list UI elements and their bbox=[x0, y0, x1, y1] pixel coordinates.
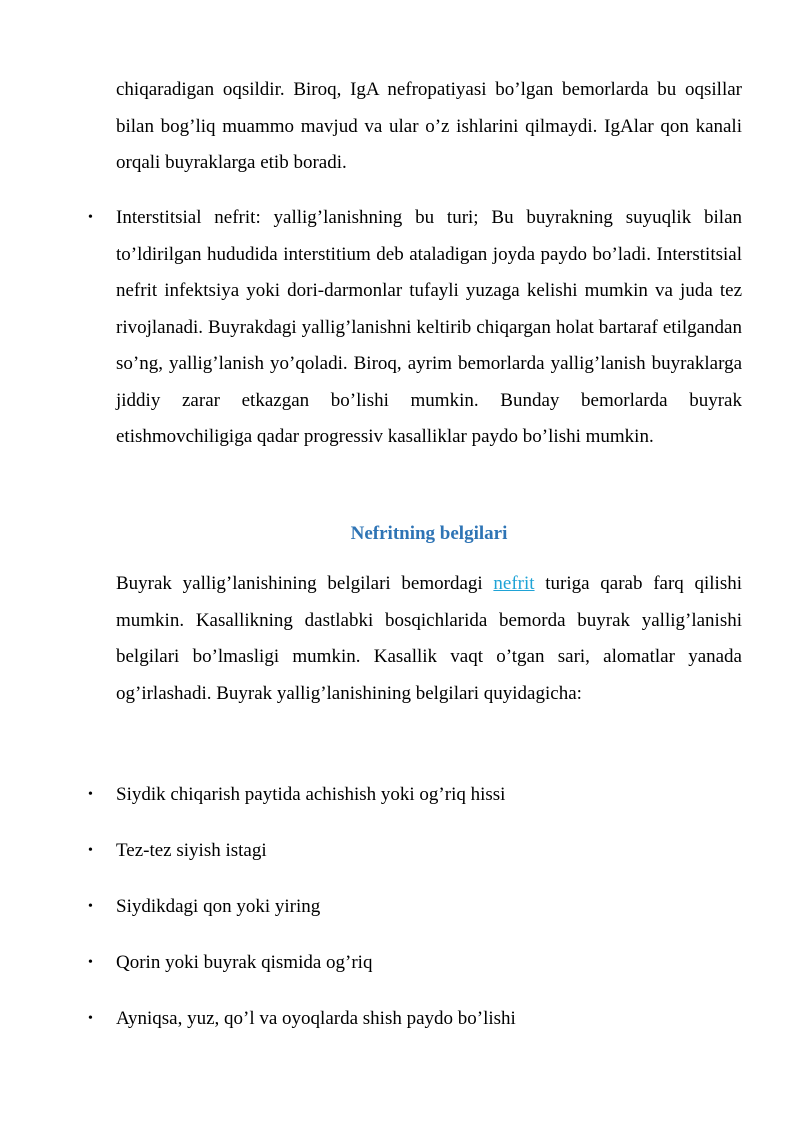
symptom-list-item bbox=[88, 836, 742, 866]
bullet-icon: • bbox=[88, 899, 93, 914]
bullet-icon: • bbox=[88, 843, 93, 858]
symptom-text: Ayniqsa, yuz, qo’l va oyoqlarda shish paydo bo’lishi bbox=[116, 1008, 516, 1029]
symptom-list-item bbox=[88, 948, 742, 978]
symptoms-intro-block bbox=[116, 566, 742, 712]
symptom-list-item bbox=[88, 780, 742, 810]
symptom-text: Siydik chiqarish paytida achishish yoki og’riq hissi bbox=[116, 784, 506, 805]
symptom-list-item bbox=[88, 892, 742, 922]
bullet-icon: • bbox=[88, 787, 93, 802]
bullet-icon: • bbox=[88, 1011, 93, 1026]
bullet-icon: • bbox=[88, 210, 93, 225]
intro-text-after: turiga qarab farq qilishi mumkin. Kasallikning dastlabki bosqichlarida bemorda buyrak yallig’lanishi belgilari bo’lmasligi mumkin. Kasallik vaqt o’tgan sari, alomatlar yanada og’irlashadi. Buyrak yallig’lanishining belgilari quyidagicha: bbox=[116, 573, 742, 704]
section-heading: Nefritning belgilari bbox=[350, 523, 508, 544]
symptom-text: Tez-tez siyish istagi bbox=[116, 840, 267, 861]
intro-text-before: Buyrak yallig’lanishining belgilari bemordagi bbox=[116, 573, 494, 594]
symptom-text: Siydikdagi qon yoki yiring bbox=[116, 896, 321, 917]
symptom-list-item bbox=[88, 1004, 742, 1034]
interstitial-paragraph: Interstitsial nefrit: yallig’lanishning bu turi; Bu buyrakning suyuqlik bilan to’ldirilgan hududida interstitium deb ataladigan joyda paydo bo’ladi. Interstitsial nefrit infektsiya yoki dori-darmonlar tufayli yuzaga kelishi mumkin va juda tez rivojlanadi. Buyrakdagi yallig’lanishni keltirib chiqargan holat bartaraf etilgandan so’ng, yallig’lanish yo’qoladi. Biroq, ayrim bemorlarda yallig’lanish buyraklarga jiddiy zarar etkazgan bo’lishi mumkin. Bunday bemorlarda buyrak etishmovchiligiga qadar progressiv kasalliklar paydo bo’lishi mumkin. bbox=[116, 207, 742, 447]
bullet-icon: • bbox=[88, 955, 93, 970]
continuation-paragraph: chiqaradigan oqsildir. Biroq, IgA nefropatiyasi bo’lgan bemorlarda bu oqsillar bilan bog’liq muammo mavjud va ular o’z ishlarini qilmaydi. IgAlar qon kanali orqali buyraklarga etib boradi. bbox=[116, 79, 742, 173]
symptom-text: Qorin yoki buyrak qismida og’riq bbox=[116, 952, 373, 973]
nefrit-link[interactable]: nefrit bbox=[493, 573, 535, 594]
interstitial-list-item bbox=[88, 200, 742, 456]
continuation-paragraph-block bbox=[116, 72, 742, 182]
symptoms-intro-paragraph bbox=[116, 566, 742, 712]
